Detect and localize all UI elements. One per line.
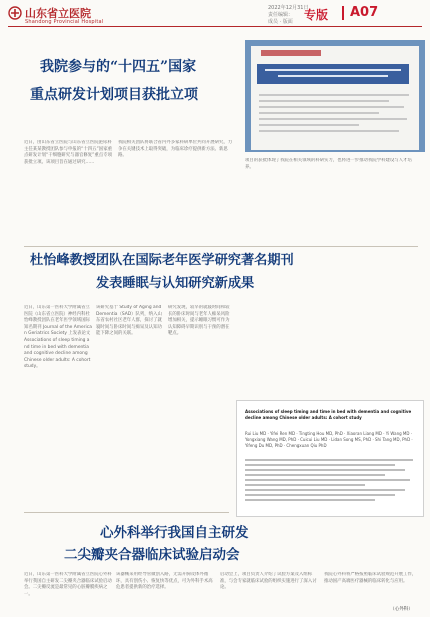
article3-title-line1: 心外科举行我国自主研发	[100, 525, 249, 541]
issue-info: 成员 · 版面	[268, 19, 293, 25]
article2-title-line1: 杜怡峰教授团队在国际老年医学研究著名期刊	[30, 253, 294, 268]
article3-col1: 近日，山东第一医科大学附属省立医院心外科举行我国自主研发二尖瓣夹合器临床试验启动会。二尖瓣反流是最常见的心脏瓣膜疾病之一。	[24, 572, 112, 597]
section-divider-2	[24, 512, 229, 513]
figure-authors: Rui Liu MD · Yifei Ren MD · Tingting Hou MD, PhD · Xiaoran Liang MD · Yi Wang MD · Yongxiang Wang MD, PhD · Cuicui Liu MD · Lidan Song MS, PhD · Shi Tang MD, PhD · Yifeng Du MD, PhD · Chengxuan Qiu PhD	[245, 431, 413, 448]
article1-title-line2: 重点研发计划项目获批立项	[30, 87, 198, 103]
article2-paper-figure	[236, 400, 424, 517]
logo-name: 山东省立医院	[25, 7, 91, 20]
article2-col3: 研究发现，较早的就寝时间和较长的卧床时间与老年人痴呆风险增加相关，提示睡眠习惯可作为认知障碍早期识别与干预的潜在靶点。	[168, 305, 230, 337]
figure-title: Associations of sleep timing and time in bed with dementia and cognitive decline among Chinese older adults: A cohort study	[245, 409, 412, 420]
article2-title-line2: 发表睡眠与认知研究新成果	[96, 276, 255, 291]
section-divider	[342, 6, 344, 20]
article3-credit: （心外科）	[390, 607, 413, 612]
article3-col3: 启动会上，项目负责人介绍了试验方案及入组标准，与会专家就临床试验的组织实施进行了深入讨论。	[220, 572, 317, 591]
section-name: 专版	[304, 8, 329, 22]
article2-col1: 近日，山东第一医科大学附属省立医院（山东省立医院）神经内科杜怡峰教授团队在老年医学领域国际知名期刊 Journal of the American Geriatrics Society 上发表论文 Associations of sleep timing and time in bed with dementia and cognitive decline among Chinese older adults: A cohort study。	[24, 305, 92, 370]
article1-col1: 近日，由山东省立医院与山东省立医院泌尿科主任某某教授团队参与申报的“十四五”国家重点研发计划“干细胞研究与器官修复”重点专项获批立项。该项目旨在通过研究……	[24, 140, 112, 165]
article1-photo	[245, 40, 425, 152]
article1-col2: 我院相关团队将联合省内外多家科研单位共同开展研究，力争在关键技术上取得突破，为临床诊疗提供新方法、新思路。	[118, 140, 233, 159]
article2-col2: 该研究基于 Study of Aging and Dementia（SAD）队列，纳入山东省农村社区老年人群，探讨了就寝时间与卧床时间与痴呆及认知功能下降之间的关联。	[96, 305, 162, 337]
article3-col2: 该器械采用经导管微创入路，无需开胸及体外循环，具有创伤小、恢复快等优点，可为外科手术高危患者提供新的治疗选择。	[116, 572, 213, 591]
article3-col4: 我院心外科将严格按照临床试验规范开展工作，推动国产高端医疗器械的临床转化与应用。	[324, 572, 417, 584]
issue-date	[268, 5, 308, 26]
header-rule	[8, 26, 422, 27]
hospital-emblem-icon	[8, 6, 22, 20]
logo-english: Shandong Provincial Hospital	[25, 19, 104, 25]
editor-label: 责任编辑：	[268, 12, 294, 18]
article1-col3: 项目的获批体现了我院在相关领域的科研实力，也将进一步推动我院学科建设与人才培养。	[245, 158, 412, 170]
date-text: 2022年12月31日	[268, 5, 309, 11]
section-divider-1	[24, 246, 418, 247]
article1-title-line1: 我院参与的“十四五”国家	[40, 59, 197, 75]
article3-title-line2: 二尖瓣夹合器临床试验启动会	[64, 547, 240, 563]
page-number: A07	[350, 5, 379, 20]
